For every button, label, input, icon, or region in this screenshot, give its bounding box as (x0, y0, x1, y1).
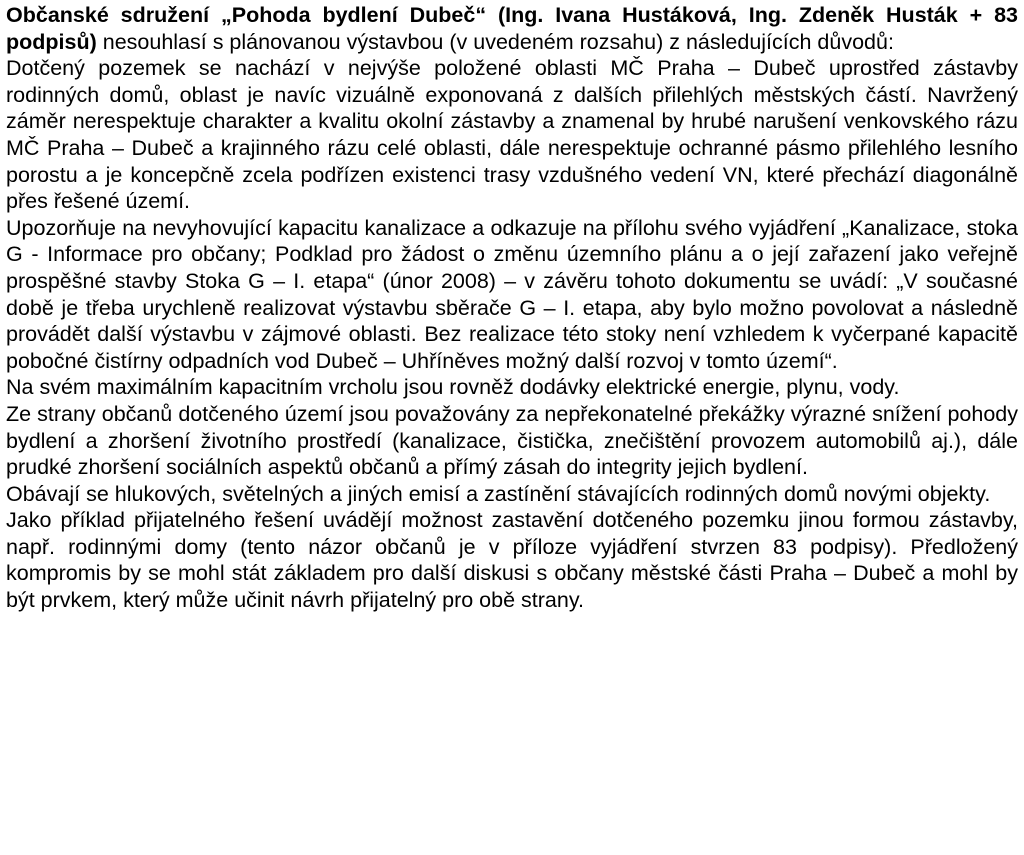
intro-bold-lead: Občanské sdružení „Pohoda bydlení Dubeč“ (Ing. Ivana Hustáková, Ing. Zdeněk Husták + 83 podpisů) (6, 3, 1018, 54)
paragraph-location: Dotčený pozemek se nachází v nejvýše položené oblasti MČ Praha – Dubeč uprostřed zástavby rodinných domů, oblast je navíc vizuálně exponovaná z dalších přilehlých městských částí. Navržený záměr nerespektuje charakter a kvalitu okolní zástavby a znamenal by hrubé narušení venkovského rázu MČ Praha – Dubeč a krajinného rázu celé oblasti, dále nerespektuje ochranné pásmo přilehlého lesního porostu a je koncepčně zcela podřízen existenci trasy vzdušného vedení VN, které přechází diagonálně přes řešené území. (6, 56, 1018, 214)
paragraph-utilities: Na svém maximálním kapacitním vrcholu jsou rovněž dodávky elektrické energie, plynu, vody. (6, 375, 900, 400)
paragraph-obstacles: Ze strany občanů dotčeného území jsou považovány za nepřekonatelné překážky výrazné snížení pohody bydlení a zhoršení životního prostředí (kanalizace, čistička, znečištění provozem automobilů aj.), dále prudké zhoršení sociálních aspektů občanů a přímý zásah do integrity jejich bydlení. (6, 401, 1018, 480)
paragraph-proposal: Jako příklad přijatelného řešení uvádějí možnost zastavění dotčeného pozemku jinou formou zástavby, např. rodinnými domy (tento názor občanů je v příloze vyjádření stvrzen 83 podpisy). Předložený kompromis by se mohl stát základem pro další diskusi s občany městské části Praha – Dubeč a mohl by být prvkem, který může učinit návrh přijatelný pro obě strany. (6, 508, 1018, 613)
paragraph-sewerage: Upozorňuje na nevyhovující kapacitu kanalizace a odkazuje na přílohu svého vyjádření „Kanalizace, stoka G - Informace pro občany; Podklad pro žádost o změnu územního plánu a o její zařazení jako veřejně prospěšné stavby Stoka G – I. etapa“ (únor 2008) – v závěru tohoto dokumentu se uvádí: „V současné době je třeba urychleně realizovat výstavbu sběrače G – I. etapa, aby bylo možno povolovat a následně provádět další výstavbu v zájmové oblasti. Bez realizace této stoky není vzhledem k vyčerpané kapacitě pobočné čistírny odpadních vod Dubeč – Uhříněves možný další rozvoj v tomto území“. (6, 215, 1018, 373)
paragraph-emissions: Obávají se hlukových, světelných a jiných emisí a zastínění stávajících rodinných domů novými objekty. (6, 481, 991, 506)
intro-rest: nesouhlasí s plánovanou výstavbou (v uvedeném rozsahu) z následujících důvodů: (96, 29, 894, 54)
intro-paragraph (6, 2, 1018, 55)
